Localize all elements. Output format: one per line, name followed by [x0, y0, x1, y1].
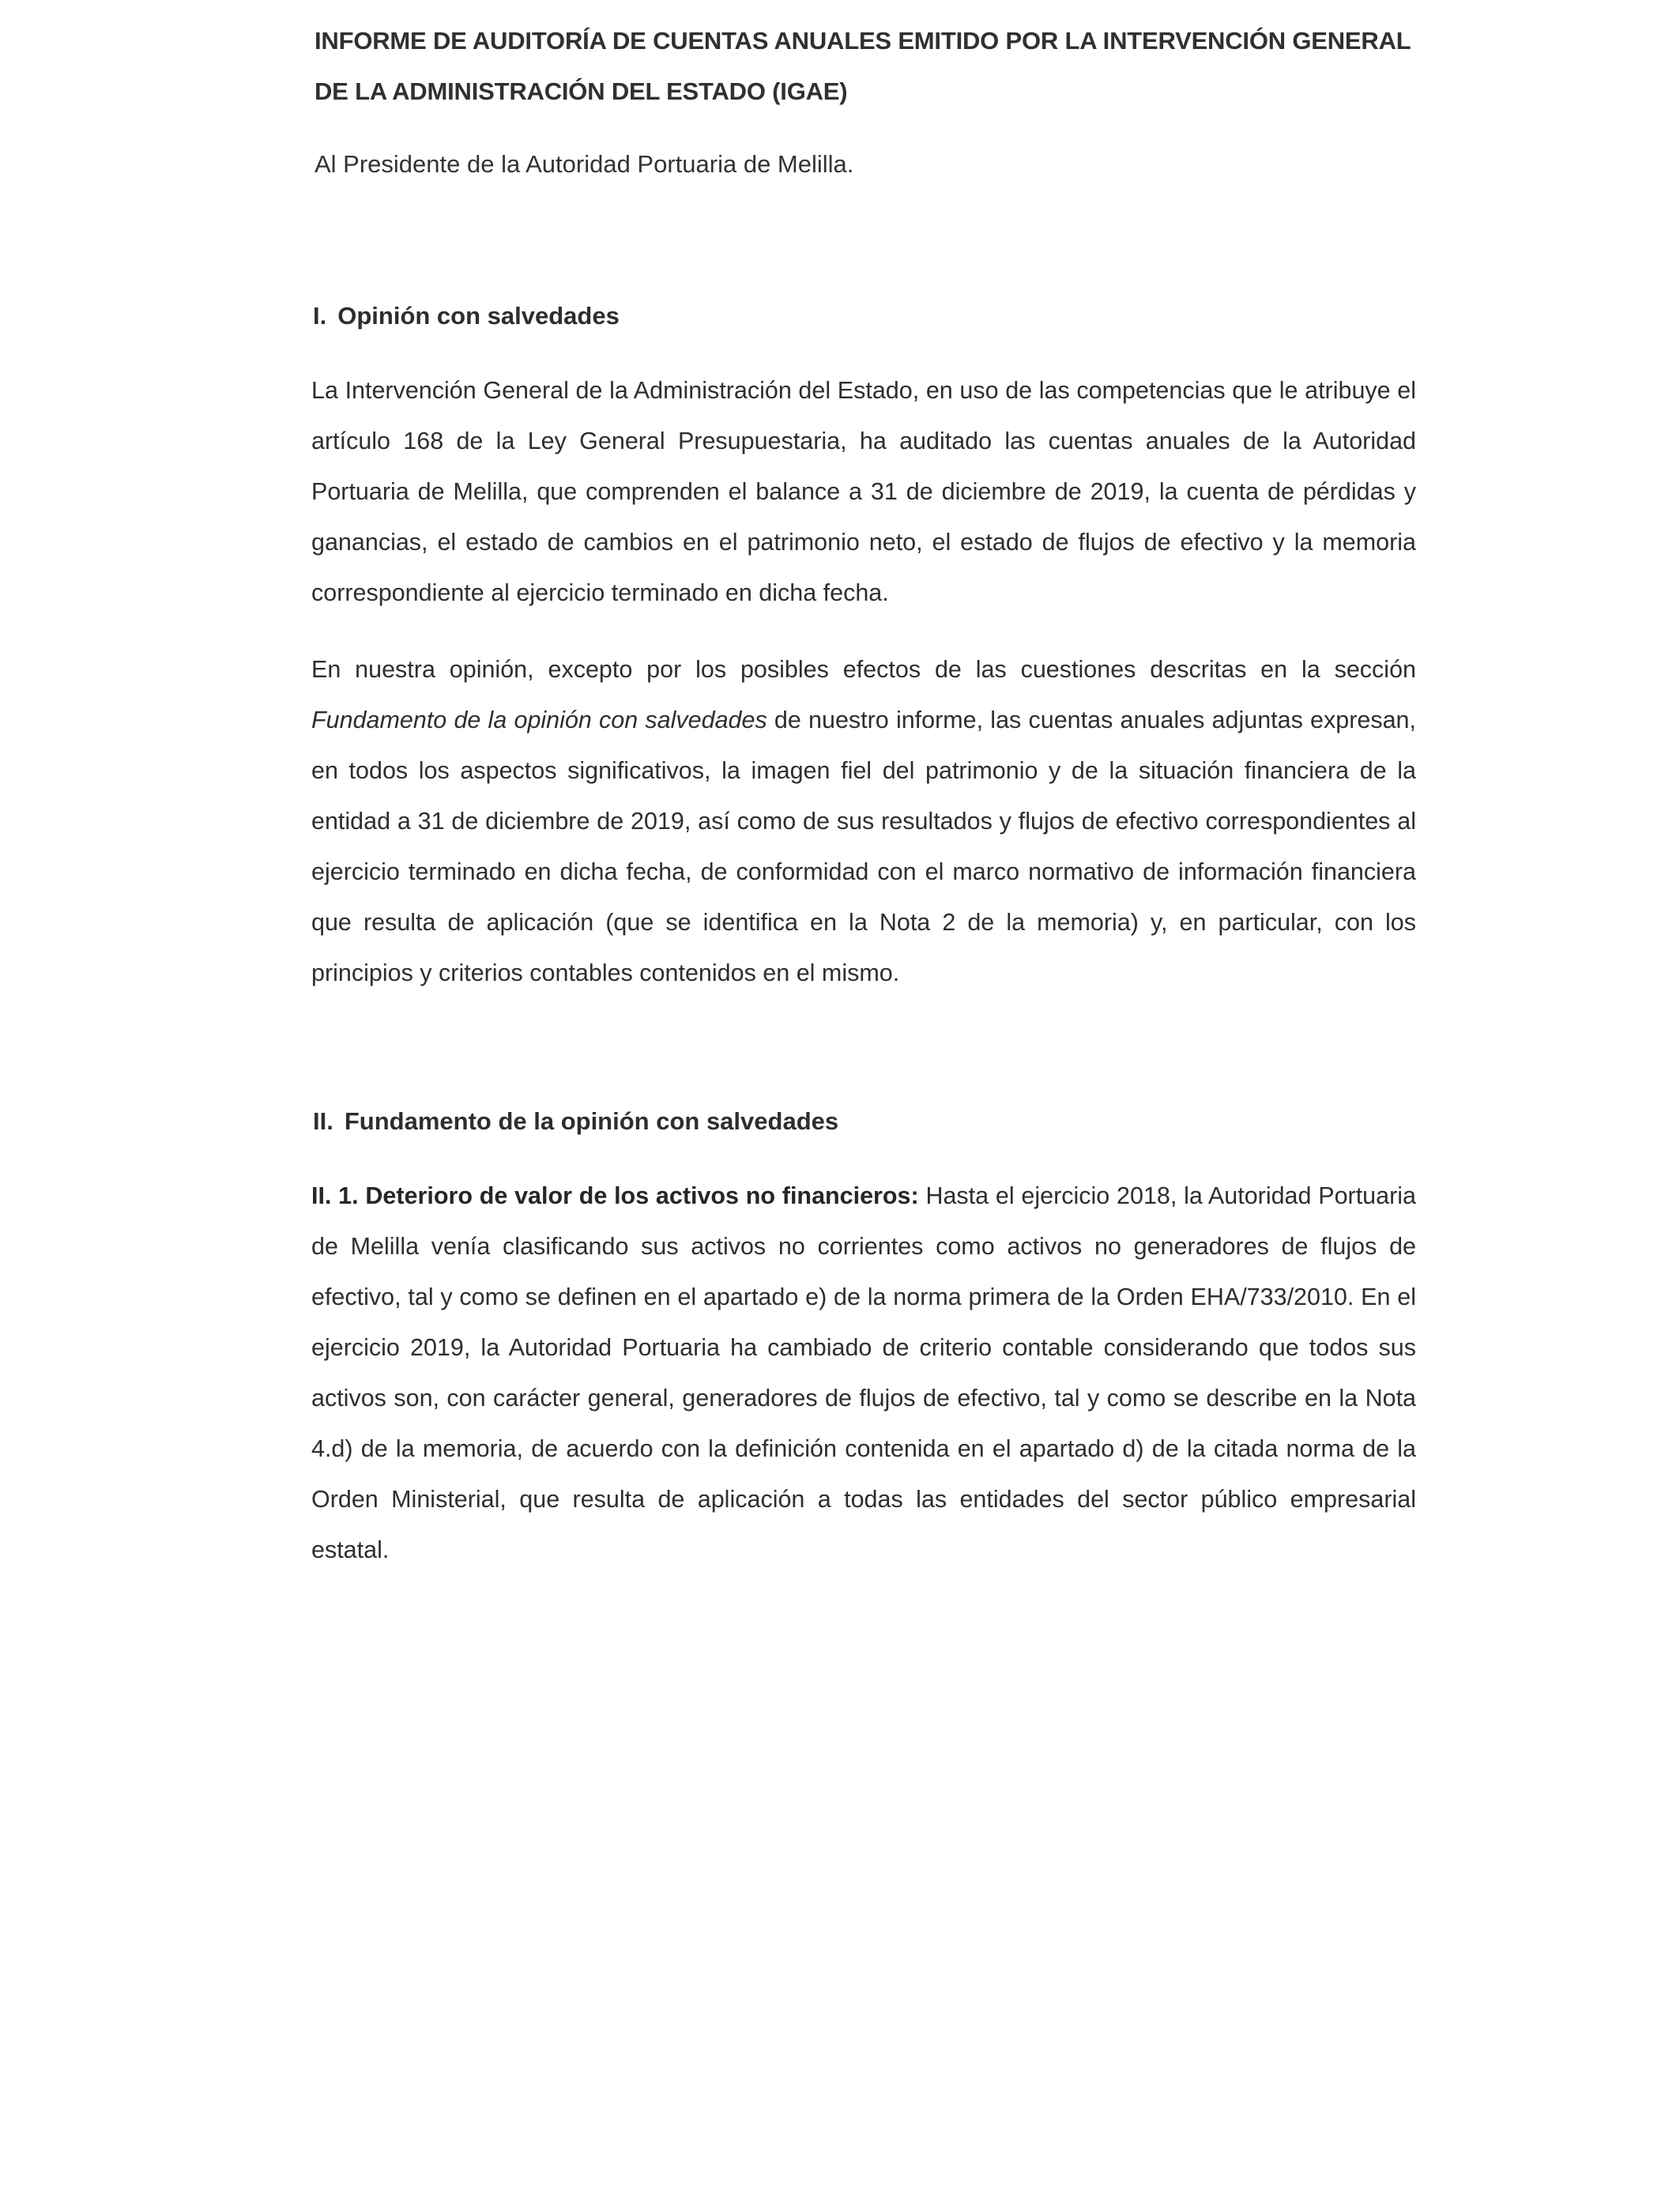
paragraph-opinion — [311, 644, 1416, 998]
section-heading-text: Opinión con salvedades — [337, 302, 620, 330]
italic-reference: Fundamento de la opinión con salvedades — [311, 707, 767, 733]
paragraph-text: Hasta el ejercicio 2018, la Autoridad Portuaria de Melilla venía clasificando sus activos no corrientes como activos no generadores de flujos de efectivo, tal y como se definen en el apartado e) de la norma primera de la Orden EHA/733/2010. En el ejercicio 2019, la Autoridad Portuaria ha cambiado de criterio contable considerando que todos sus activos son, con carácter general, generadores de flujos de efectivo, tal y como se describe en la Nota 4.d) de la memoria, de acuerdo con la definición contenida en el apartado d) de la citada norma de la Orden Ministerial, que resulta de aplicación a todas las entidades del sector público empresarial estatal. — [311, 1182, 1416, 1563]
section-heading-text: Fundamento de la opinión con salvedades — [344, 1107, 839, 1135]
addressee-line: Al Presidente de la Autoridad Portuaria de Melilla. — [315, 150, 854, 178]
section-number: II. — [313, 1107, 333, 1135]
paragraph-bold-lead: II. 1. Deterioro de valor de los activos no financieros: — [311, 1182, 919, 1209]
paragraph-impairment — [311, 1171, 1416, 1575]
paragraph-audit-scope: La Intervención General de la Administración del Estado, en uso de las competencias que le atribuye el artículo 168 de la Ley General Presupuestaria, ha auditado las cuentas anuales de la Autoridad Portuaria de Melilla, que comprenden el balance a 31 de diciembre de 2019, la cuenta de pérdidas y ganancias, el estado de cambios en el patrimonio neto, el estado de flujos de efectivo y la memoria correspondiente al ejercicio terminado en dicha fecha. — [311, 377, 1416, 606]
document-title: INFORME DE AUDITORÍA DE CUENTAS ANUALES EMITIDO POR LA INTERVENCIÓN GENERAL DE LA ADMINISTRACIÓN DEL ESTADO (IGAE) — [315, 27, 1411, 105]
section-number: I. — [313, 302, 327, 330]
section-heading-opinion — [313, 294, 620, 338]
paragraph-text: En nuestra opinión, excepto por los posibles efectos de las cuestiones descritas en la sección — [311, 656, 1416, 683]
paragraph-text: de nuestro informe, las cuentas anuales adjuntas expresan, en todos los aspectos significativos, la imagen fiel del patrimonio y de la situación financiera de la entidad a 31 de diciembre de 2019, así como de sus resultados y flujos de efectivo correspondientes al ejercicio terminado en dicha fecha, de conformidad con el marco normativo de información financiera que resulta de aplicación (que se identifica en la Nota 2 de la memoria) y, en particular, con los principios y criterios contables contenidos en el mismo. — [311, 707, 1416, 986]
section-heading-basis — [313, 1099, 838, 1144]
